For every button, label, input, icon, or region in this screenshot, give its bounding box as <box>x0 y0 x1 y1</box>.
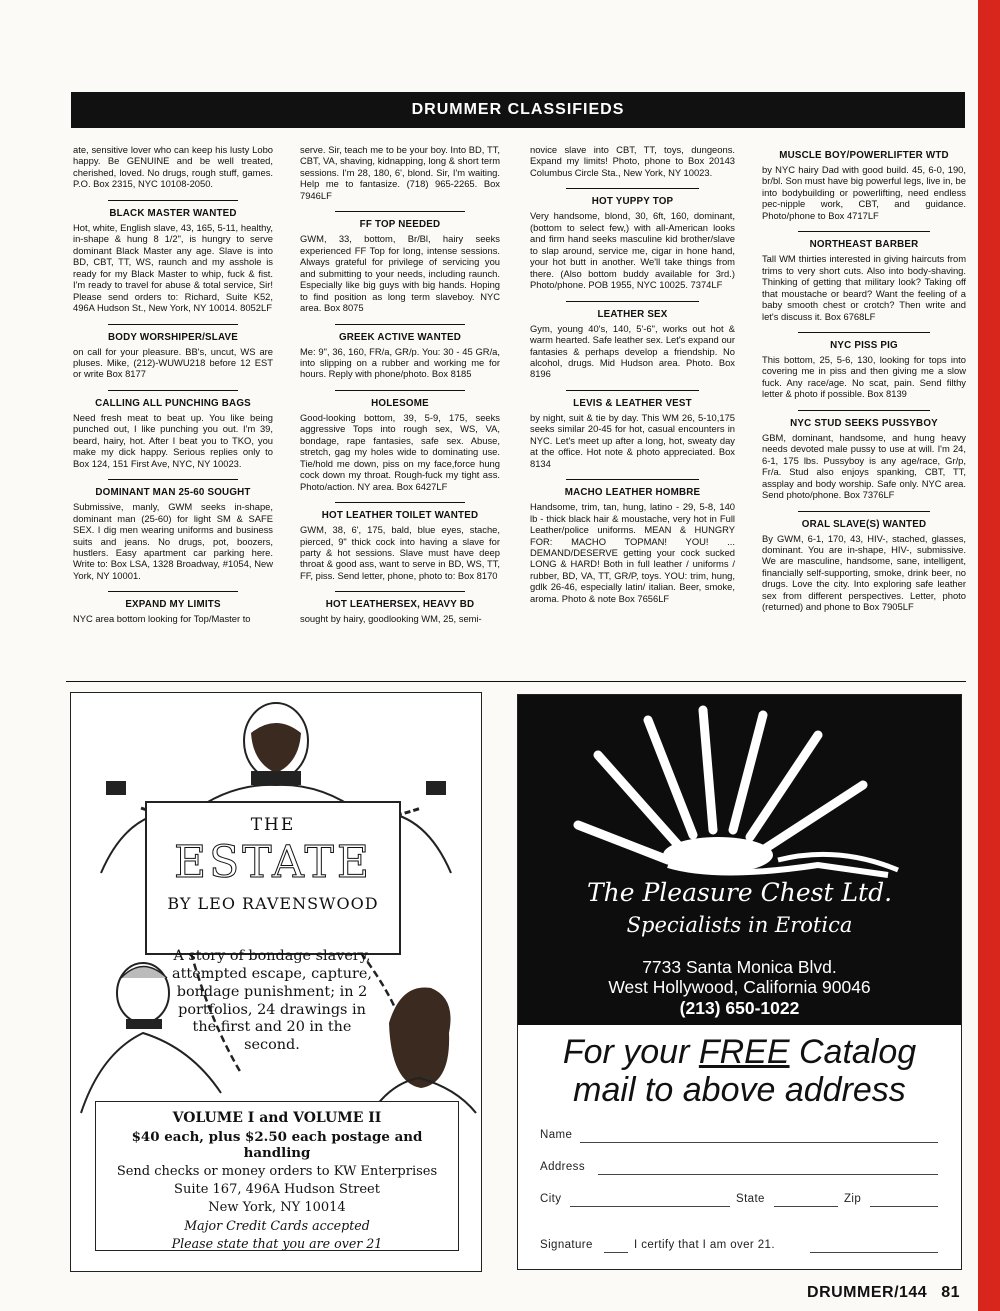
signature-field-label: Signature <box>540 1239 593 1251</box>
city-field-label: City <box>540 1193 562 1205</box>
ad-body: Handsome, trim, tan, hung, latino - 29, 5-8, 140 lb - thick black hair & moustache, very hot in Full Leather/police uniforms. MEAN & HUNGRY FOR: MACHO TOPMAN! YOU! ... DEMAND/DESERVE getting your cock sucked LONG & HARD! Both in full leather / uniforms / rubber, BD, VA, TT, GR/P, toys. YOU: trim, hung, gdlk 26-46, especially latin/ italian. Beer, smoke, aroma. Photo & note Box 7656LF <box>530 501 735 604</box>
estate-order-box <box>95 1101 459 1251</box>
ad-title: MUSCLE BOY/POWERLIFTER WTD <box>779 150 949 161</box>
ad-divider <box>335 390 465 391</box>
classified-ad <box>73 324 273 380</box>
classified-ad <box>300 324 500 380</box>
free-suffix: Catalog <box>789 1033 917 1071</box>
ad-body: This bottom, 25, 5-6, 130, looking for tops into covering me in piss and then giving me a slow fuck. Any race/age. No scat, pain. Send filthy letter & photo if possible. Box 8139 <box>762 353 966 400</box>
classified-ad <box>300 591 500 624</box>
estate-author: BY LEO RAVENSWOOD <box>167 894 379 913</box>
free-word: FREE <box>698 1033 790 1071</box>
ad-divider <box>108 479 238 480</box>
ad-title: HOT LEATHERSEX, HEAVY BD <box>325 599 475 611</box>
ad-body: By GWM, 6-1, 170, 43, HIV-, stached, glasses, dominant. You are in-shape, HIV-, submissive. We are masculine, handsome, sane, intelligent, financially self-supporting, smoke, drink beer, no drugs. Love the city. Into exploring safe leather sex from different perspectives. Letter, photo (returned) and phone to Box 7905LF <box>762 532 966 613</box>
address-field-line[interactable] <box>598 1174 938 1175</box>
classifieds-column-4 <box>762 150 966 613</box>
certify-text: I certify that I am over 21. <box>634 1239 775 1251</box>
estate-description: A story of bondage slavery, attempted escape, capture, bondage punishment; in 2 portfolios, 24 drawings in the first and 20 in the second. <box>172 948 372 1054</box>
page-number: 81 <box>941 1284 960 1301</box>
pleasure-chest-black-panel <box>518 695 961 1025</box>
ad-divider <box>566 479 699 480</box>
ad-body: on call for your pleasure. BB's, uncut, WS are pluses. Mike, (212)-WUWU218 before 12 EST or write Box 8177 <box>73 345 273 380</box>
ad-title: NYC PISS PIG <box>830 340 898 352</box>
classifieds-column-3 <box>530 144 735 604</box>
estate-title: ESTATE <box>173 837 373 888</box>
ad-body: GWM, 33, bottom, Br/Bl, hairy seeks experienced FF Top for long, intense sessions. Always grateful for privilege of servicing you and submitting to your needs, including raunch. Especially like big guys with big hands. Hoping to find position as long term slaveboy. NYC area. Box 8075 <box>300 233 500 314</box>
ad-title: NORTHEAST BARBER <box>809 239 919 251</box>
red-edge-strip <box>978 0 1000 1311</box>
state-field-label: State <box>736 1193 765 1205</box>
estate-credit: Major Credit Cards accepted <box>184 1218 370 1233</box>
free-catalog-headline <box>518 1035 961 1069</box>
ad-title: EXPAND MY LIMITS <box>125 599 221 611</box>
ad-divider <box>798 511 931 512</box>
ad-divider <box>798 332 931 333</box>
pleasure-chest-address-1: 7733 Santa Monica Blvd. <box>642 957 837 977</box>
state-field-line[interactable] <box>774 1206 838 1207</box>
ad-title: HOT LEATHER TOILET WANTED <box>321 510 479 522</box>
classified-ad <box>530 390 735 469</box>
ad-body: Submissive, manly, GWM seeks in-shape, dominant man (25-60) for light SM & SAFE SEX. I dig men wearing uniforms and business suits and jeans. No drugs, pot, boozers, hustlers. Easy apartment car parking here. Write to: Box LSA, 1328 Broadway, #1054, New York, NY 10001. <box>73 501 273 581</box>
ad-title: GREEK ACTIVE WANTED <box>338 331 462 343</box>
pleasure-chest-phone: (213) 650-1022 <box>679 998 800 1018</box>
classified-ad <box>73 200 273 314</box>
classified-ad <box>530 188 735 290</box>
classified-ad <box>73 591 273 624</box>
ad-divider <box>108 200 238 201</box>
ad-divider <box>566 390 699 391</box>
ad-title: LEATHER SEX <box>597 308 668 320</box>
estate-book-ad <box>70 692 482 1272</box>
classified-ad <box>73 390 273 469</box>
address-field-label: Address <box>540 1161 585 1173</box>
continued-ad-text: novice slave into CBT, TT, toys, dungeons. Expand my limits! Photo, phone to Box 20143 Columbus Circle Sta., New York, NY 10023. <box>530 144 735 178</box>
pleasure-chest-address-2: West Hollywood, California 90046 <box>608 977 871 997</box>
ad-body: Need fresh meat to beat up. You like being punched out, I like punching you out. I'm 39, beard, hairy, hot. After I beat you to TKO, you make my dick happy. Serious replies only to Box 124, 151 First Ave, NYC, NY 10023. <box>73 411 273 469</box>
ad-divider <box>566 301 699 302</box>
estate-address-1: Suite 167, 496A Hudson Street <box>174 1182 380 1197</box>
free-prefix: For your <box>562 1033 699 1071</box>
magazine-issue: DRUMMER/144 <box>807 1284 928 1301</box>
ad-title: ORAL SLAVE(S) WANTED <box>801 518 927 530</box>
ad-divider <box>108 324 238 325</box>
ad-body: GBM, dominant, handsome, and hung heavy needs devoted male pussy to use at will. I'm 24, 6-1, 175 lbs. Pussyboy is any age/race, Gr/p, Fr/a. Stud also enjoys spanking, CBT, TT, assplay and body worship. Safe only. NYC area. Send photo/phone. Box 7376LF <box>762 431 966 501</box>
classified-ad <box>762 231 966 322</box>
classified-ad <box>300 211 500 313</box>
ad-title: BODY WORSHIPER/SLAVE <box>108 331 238 343</box>
section-header: DRUMMER CLASSIFIEDS <box>71 92 965 128</box>
ad-body: Gym, young 40's, 140, 5'-6", works out hot & warm hearted. Safe leather sex. Let's expand our fantasies & perhaps develop a friendship. No alcohol, drugs. Mid Hudson area. Photo. Box 8196 <box>530 322 735 380</box>
continued-ad-text: serve. Sir, teach me to be your boy. Into BD, TT, CBT, VA, shaving, kidnapping, long & short term sessions. I'm 28, 180, 6', blond. Sir, I'm waiting. Help me to fantasize. (718) 965-2265. Box 7946LF <box>300 144 500 201</box>
ad-body: NYC area bottom looking for Top/Master to <box>73 613 251 625</box>
classified-ad <box>530 479 735 604</box>
ad-title: DOMINANT MAN 25-60 SOUGHT <box>95 487 251 499</box>
ad-title: MACHO LEATHER HOMBRE <box>564 487 701 499</box>
ad-body: Hot, white, English slave, 43, 165, 5-11, healthy, in-shape & hung 8 1/2", is hungry to serve dominant Black Master any age. Slave is into BD, CBT, TT, WS, raunch and my asshole is ready for my Black Master to whip, fuck & fist. I'm ready to travel for abuse & total service, Sir! Please send orders to: Richard, Suite K52, 496A Hudson St., New York, NY 10014. 8052LF <box>73 221 273 314</box>
classified-ad <box>762 410 966 501</box>
ad-divider <box>108 591 238 592</box>
zip-field-line[interactable] <box>870 1206 938 1207</box>
ad-title: CALLING ALL PUNCHING BAGS <box>95 397 251 409</box>
ad-divider <box>798 231 931 232</box>
classified-ad <box>762 511 966 613</box>
ad-body: Very handsome, blond, 30, 6ft, 160, dominant, (bottom to select few,) with all-American looks and firm hand seeks masculine kid brother/slave to slap around, service me, cigar in hone hand, your hot butt in another. We'll take things from there. (Also bottom buddy available for 3rd.) Photo/phone. POB 1955, NYC 10025. 7374LF <box>530 210 735 291</box>
ad-title: HOLESOME <box>371 397 429 409</box>
pleasure-chest-specialty: Specialists in Erotica <box>626 913 853 937</box>
ad-title: HOT YUPPY TOP <box>591 196 674 208</box>
ad-divider <box>108 390 238 391</box>
ad-body: Tall WM thirties interested in giving haircuts from trims to very short cuts. Also into body-shaving. Thinking of getting that military look? Taking off that moustache or beard? Want the feeling of a baby smooth chest or crotch? Then write and let's discuss it. Box 6768LF <box>762 253 966 322</box>
continued-ad-text: ate, sensitive lover who can keep his lusty Lobo happy. Be GENUINE and be well treated, cherished, loved. No drugs, rough stuff, games. P.O. Box 2315, NYC 10108-2050. <box>73 144 273 190</box>
ad-title: NYC STUD SEEKS PUSSYBOY <box>790 417 938 429</box>
classified-ad <box>73 479 273 581</box>
ad-divider <box>798 410 931 411</box>
classifieds-column-2 <box>300 144 500 625</box>
ad-title: BLACK MASTER WANTED <box>109 207 237 219</box>
ad-title: LEVIS & LEATHER VEST <box>573 397 692 409</box>
estate-volumes: VOLUME I and VOLUME II <box>172 1110 382 1126</box>
city-field-line[interactable] <box>570 1206 730 1207</box>
classified-ad <box>530 301 735 380</box>
ad-divider <box>335 591 465 592</box>
ad-title: FF TOP NEEDED <box>359 219 441 231</box>
name-field-line[interactable] <box>580 1142 938 1143</box>
name-field-label: Name <box>540 1129 573 1141</box>
classifieds-column-1 <box>73 144 273 625</box>
zip-field-label: Zip <box>844 1193 862 1205</box>
ad-body: Good-looking bottom, 39, 5-9, 175, seeks aggressive Tops into rough sex, WS, VA, bondage, rape fantasies, safe sex. Abuse, stretch, gag my holes wide to dominating use. Tie/hold me down, piss on my face,force hung cock down my throat. Rough-fuck my tight ass. Photo/action. NY area. Box 6427LF <box>300 411 500 492</box>
page-footer <box>793 1284 960 1302</box>
estate-send: Send checks or money orders to KW Enterprises <box>116 1164 438 1179</box>
section-divider <box>66 681 966 682</box>
pleasure-chest-ad <box>517 694 962 1270</box>
classified-ad <box>300 390 500 492</box>
ad-body: Me: 9", 36, 160, FR/a, GR/p. You: 30 - 45 GR/a, into slipping on a rubber and working me for hours. Reply with phone/photo. Box 8185 <box>300 345 500 380</box>
ad-divider <box>335 502 465 503</box>
ad-divider <box>335 211 465 212</box>
ad-divider <box>335 324 465 325</box>
estate-age: Please state that you are over 21 <box>171 1236 383 1251</box>
estate-title-sign <box>145 801 401 955</box>
estate-price: $40 each, plus $2.50 each postage and handling <box>131 1129 423 1161</box>
estate-the: THE <box>250 815 296 835</box>
signature-field-line[interactable] <box>604 1252 628 1253</box>
ad-body: by night, suit & tie by day. This WM 26, 5-10,175 seeks similar 20-45 for hot, casual encounters in NYC. Let's meet up after a long, hot, sweaty day at the office. Hot note & photo appreciated. Box 8134 <box>530 411 735 469</box>
classified-ad <box>762 332 966 400</box>
mail-address-headline: mail to above address <box>573 1071 906 1109</box>
classified-ad <box>300 502 500 581</box>
ad-body: by NYC hairy Dad with good build. 45, 6-0, 190, br/bl. Son must have big powerful legs, live in, be into bodybuilding or powerlifting, need endless pec-nipple work, CBT, and guidance. Photo/phone to Box 4717LF <box>762 163 966 221</box>
ad-divider <box>566 188 699 189</box>
ad-body: sought by hairy, goodlooking WM, 25, semi- <box>300 613 482 625</box>
estate-address-2: New York, NY 10014 <box>208 1200 346 1215</box>
certify-field-line[interactable] <box>810 1252 938 1253</box>
classified-ad <box>762 150 966 221</box>
ad-body: GWM, 38, 6', 175, bald, blue eyes, stache, pierced, 9" thick cock into having a slave for party & hot sessions. Slave must have deep throat & good ass, want to serve in BD, WS, TT, FF, piss. Send letter, phone, photo to: Box 8170 <box>300 524 500 581</box>
pleasure-chest-name: The Pleasure Chest Ltd. <box>586 878 893 907</box>
